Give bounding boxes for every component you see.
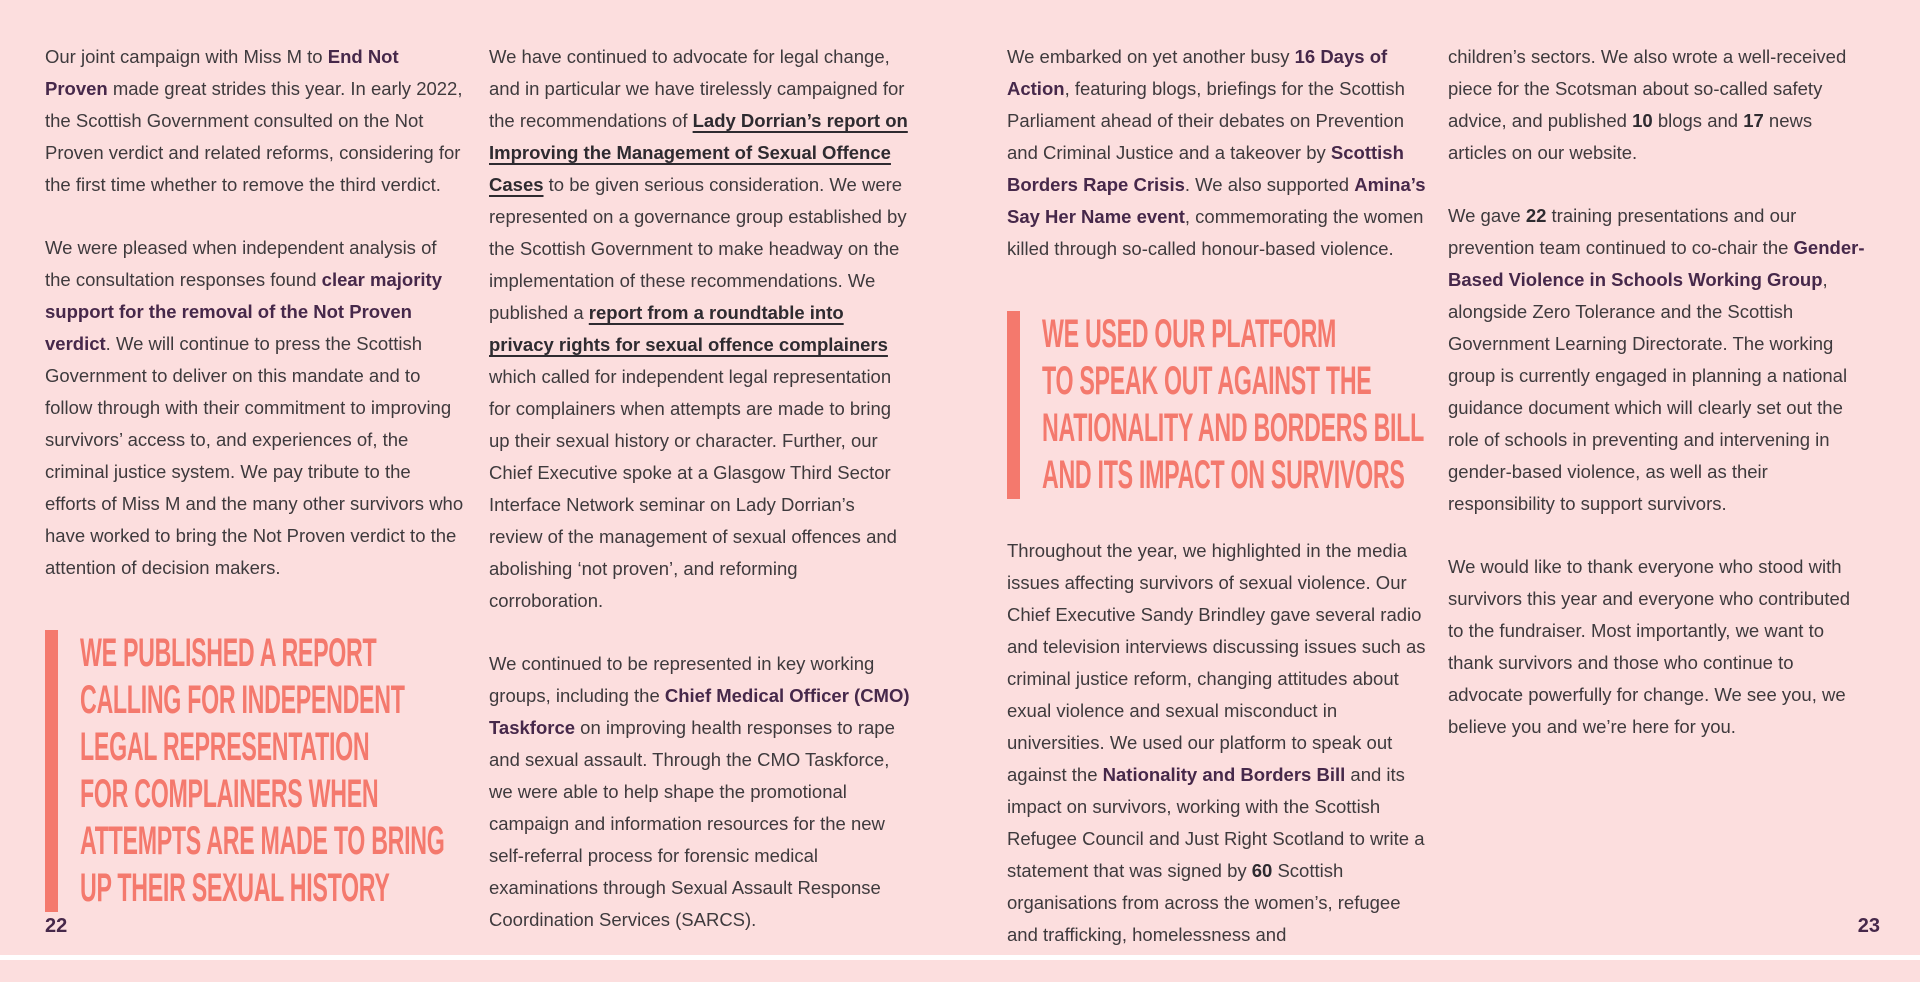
pull-quote-line: NATIONALITY AND BORDERS BILL: [1042, 406, 1424, 450]
emphasis-text: Amina’s Say Her Name event: [1007, 174, 1426, 227]
body-text: , commemorating the women killed through so-called honour-based violence.: [1007, 206, 1424, 259]
body-text: which called for independent legal representation for complainers when attempts are made to bring up their sexual history or character. Further, our Chief Executive spoke at a Glasgow Third Sector Interface Network seminar on Lady Dorrian’s review of the management of sexual offences and abolishing ‘not proven’, and reforming corroboration.: [489, 366, 897, 611]
body-text: We were pleased when independent analysis of the consultation responses found: [45, 237, 437, 290]
body-text: We continued to be represented in key working groups, including the: [489, 653, 875, 706]
pull-quote-line: WE PUBLISHED A REPORT: [80, 631, 377, 675]
body-text: blogs and: [1652, 110, 1744, 131]
body-text: on improving health responses to rape and sexual assault. Through the CMO Taskforce, we were able to help shape the promotional campaign and information resources for the new self-referral process for forensic medical examinations through Sexual Assault Response Coordination Services (SARCS).: [489, 717, 895, 930]
body-text: . We also supported: [1184, 174, 1355, 195]
emphasis-text: 60: [1251, 860, 1273, 881]
body-text: We would like to thank everyone who stood with survivors this year and everyone who contributed to the fundraiser. Most importantly, we want to thank survivors and those who continue to advocate powerfully for change. We see you, we believe you and we’re here for you.: [1448, 556, 1851, 737]
emphasis-text: Scottish Borders Rape Crisis: [1007, 142, 1404, 195]
pull-quote-text: [80, 630, 486, 912]
emphasis-text: clear majority support for the removal of the Not Proven verdict: [45, 269, 442, 354]
pull-quote-line: TO SPEAK OUT AGAINST THE: [1042, 359, 1372, 403]
emphasis-text: 17: [1743, 110, 1764, 131]
emphasis-text: End Not Proven: [45, 46, 399, 99]
page-edge-strip: [0, 955, 1920, 960]
report-link[interactable]: Lady Dorrian’s report on Improving the Management of Sexual Offence Cases: [489, 110, 908, 195]
pull-quote-line: UP THEIR SEXUAL HISTORY: [80, 866, 390, 910]
body-text: We embarked on yet another busy: [1007, 46, 1295, 67]
emphasis-text: Nationality and Borders Bill: [1102, 764, 1346, 785]
body-text: to be given serious consideration. We were represented on a governance group established by the Scottish Government to make headway on the implementation of these recommendations. We published a: [489, 174, 907, 323]
emphasis-text: 10: [1632, 110, 1653, 131]
emphasis-text: Gender-Based Violence in Schools Working Group: [1448, 237, 1865, 290]
body-paragraph: [1007, 535, 1428, 951]
emphasis-text: 22: [1525, 205, 1547, 226]
right-page-column-1: [1007, 41, 1428, 982]
body-text: Our joint campaign with Miss M to: [45, 46, 328, 67]
body-text: children’s sectors. We also wrote a well-received piece for the Scotsman about so-called safety advice, and published: [1448, 46, 1847, 131]
body-text: We gave: [1448, 205, 1526, 226]
pull-quote-line: ATTEMPTS ARE MADE TO BRING: [80, 819, 445, 863]
body-paragraph: [1448, 200, 1868, 520]
emphasis-text: 16 Days of Action: [1007, 46, 1388, 99]
body-text: news articles on our website.: [1448, 110, 1813, 163]
left-page-column-1: [45, 41, 466, 948]
pull-quote-line: FOR COMPLAINERS WHEN: [80, 772, 379, 816]
body-text: , featuring blogs, briefings for the Scottish Parliament ahead of their debates on Prevention and Criminal Justice and a takeover by: [1007, 78, 1405, 163]
body-paragraph: [45, 41, 466, 201]
body-text: Throughout the year, we highlighted in the media issues affecting survivors of sexual violence. Our Chief Executive Sandy Brindley gave several radio and television interviews discussing issues such as criminal justice reform, changing attitudes about exual violence and sexual misconduct in universities. We used our platform to speak out against the: [1007, 540, 1426, 785]
body-text: Scottish organisations from across the women’s, refugee and trafficking, homelessness and: [1007, 860, 1401, 945]
right-page-column-2: [1448, 41, 1868, 774]
body-paragraph: [1448, 551, 1868, 743]
report-link[interactable]: report from a roundtable into privacy rights for sexual offence complainers: [489, 302, 888, 355]
pull-quote: [45, 630, 466, 912]
body-text: , alongside Zero Tolerance and the Scottish Government Learning Directorate. The working group is currently engaged in planning a national guidance document which will clearly set out the role of schools in preventing and intervening in gender-based violence, as well as their responsibility to support survivors.: [1448, 269, 1848, 514]
page-number-right: 23: [1857, 915, 1880, 937]
pull-quote-text: [1042, 311, 1448, 499]
left-page-column-2: [489, 41, 910, 967]
body-paragraph: [1007, 41, 1428, 265]
page-number-left: 22: [45, 915, 68, 937]
body-text: We have continued to advocate for legal change, and in particular we have tirelessly campaigned for the recommendations of: [489, 46, 905, 131]
body-text: and its impact on survivors, working with the Scottish Refugee Council and Just Right Scotland to write a statement that was signed by: [1007, 764, 1425, 881]
body-text: made great strides this year. In early 2022, the Scottish Government consulted on the Not Proven verdict and related reforms, considering for the first time whether to remove the third verdict.: [45, 78, 463, 195]
body-paragraph: [489, 41, 910, 617]
pull-quote-line: AND ITS IMPACT ON SURVIVORS: [1042, 453, 1405, 497]
pull-quote-line: WE USED OUR PLATFORM: [1042, 312, 1337, 356]
emphasis-text: Chief Medical Officer (CMO) Taskforce: [489, 685, 910, 738]
body-text: . We will continue to press the Scottish Government to deliver on this mandate and to follow through with their commitment to improving survivors’ access to, and experiences of, the criminal justice system. We pay tribute to the efforts of Miss M and the many other survivors who have worked to bring the Not Proven verdict to the attention of decision makers.: [45, 333, 464, 578]
pull-quote: [1007, 311, 1428, 499]
body-paragraph: [1448, 41, 1868, 169]
pull-quote-line: LEGAL REPRESENTATION: [80, 725, 370, 769]
pull-quote-line: CALLING FOR INDEPENDENT: [80, 678, 405, 722]
body-text: training presentations and our prevention team continued to co-chair the: [1448, 205, 1797, 258]
body-paragraph: [45, 232, 466, 584]
body-paragraph: [489, 648, 910, 936]
